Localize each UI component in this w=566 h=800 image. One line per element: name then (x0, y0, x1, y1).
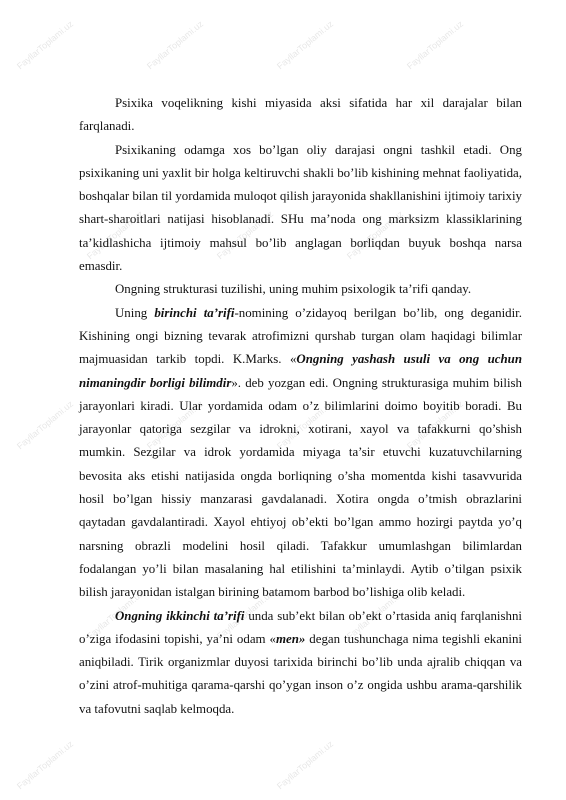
watermark-text: FayllarToplami.uz (144, 18, 206, 72)
watermark-text: FayllarToplami.uz (344, 588, 406, 642)
emphasis-second-definition: Ongning ikkinchi ta’rifi (115, 608, 245, 623)
watermark-text: FayllarToplami.uz (214, 588, 276, 642)
emphasis-first-definition: birinchi ta’rifi (154, 305, 235, 320)
watermark-text: FayllarToplami.uz (404, 398, 466, 452)
watermark-text: FayllarToplami.uz (84, 588, 146, 642)
watermark-text: FayllarToplami.uz (84, 208, 146, 262)
paragraph (79, 302, 522, 605)
paragraph-text: Psixika voqelikning kishi miyasida aksi sifatida har xil darajalar bilan farqlanadi. (79, 96, 522, 134)
watermark-text: FayllarToplami.uz (404, 18, 466, 72)
paragraph-text: -nomining o’zidayoq berilgan bo’lib, ong deganidir. Kishining ongi bizning tevarak atrofimizni qurshab turgan olam haqidagi bilimlar majmuasidan tarkib topdi. K.Marks. « (79, 305, 522, 367)
watermark-text: FayllarToplami.uz (14, 18, 76, 72)
watermark-text: FayllarToplami.uz (274, 738, 336, 792)
paragraph-text: unda sub’ekt bilan ob’ekt o’rtasida aniq farqlanishni o’ziga ifodasini topishi, ya’ni odam « (79, 608, 522, 646)
paragraph-text: degan tushunchaga nima tegishli ekanini aniqbiladi. Tirik organizmlar duyosi tarixida birinchi bo’lib unda ajralib chiqqan va o’zini atrof-muhitiga qarama-qarshi qo’ygan inson o’z ongida ushbu arama-qarshilik va tafovutni saqlab kelmoqda. (79, 631, 523, 716)
paragraph-text: Psixikaning odamga xos bo’lgan oliy darajasi ongni tashkil etadi. Ong psixikaning uni yaxlit bir holga keltiruvchi shakli bo’lib kishining mehnat faoliyatida, boshqalar bilan til yordamida muloqot qilish jarayonida shakllanishini ijtimoiy tarixiy shart-sharoitlari natijasi hisoblanadi. SHu ma’noda ong marksizm klassiklarining ta’kidlashicha ijtimoiy mahsul bo’lib anglagan borliqdan buyuk boshqa narsa emasdir. (79, 142, 522, 274)
paragraph-text: Ongning strukturasi tuzilishi, uning muhim psixologik ta’rifi qanday. (115, 282, 472, 297)
watermark-text: FayllarToplami.uz (274, 18, 336, 72)
watermark-text: FayllarToplami.uz (344, 208, 406, 262)
watermark-text: FayllarToplami.uz (274, 398, 336, 452)
paragraph (79, 605, 522, 721)
paragraph (79, 139, 522, 279)
watermark-text: FayllarToplami.uz (214, 208, 276, 262)
paragraph-question (79, 278, 522, 301)
paragraph-text: ». deb yozgan edi. Ongning strukturasiga muhim bilish jarayonlari kiradi. Ular yordamida odam o’z bilimlarini doimo boyitib boradi. Bu jarayonlar qatoriga sezgilar va idrokni, xotirani, xayol va tafakkurni qo’shish mumkin. Sezgilar va idrok yordamida miyaga ta’sir etuvchi kuzatuvchilarning bevosita aks etishi natijasida ongda borliqning o’sha momentda kishi tasavvurida hosil bo’lgan hissiy manzarasi gavdalanadi. Xotira ongda o’tmish obrazlarini qaytadan gavdalantiradi. Xayol ehtiyoj ob’ekti bo’lgan ammo hozirgi paytda yo’q narsning obrazli modelini hosil qiladi. Tafakkur umumlashgan bilimlardan fodalangan yo’li bilan masalaning hal etilishini ta’minlaydi. Aytib o’tilgan psixik bilish jarayonidan istalgan birining batamom barbod bo’lishiga olib keladi. (79, 375, 522, 600)
document-body (79, 92, 522, 721)
watermark-text: FayllarToplami.uz (14, 398, 76, 452)
emphasis-marx-quote: Ongning yashash usuli va ong uchun nimaningdir borligi bilimdir (79, 352, 522, 390)
paragraph (79, 92, 522, 139)
watermark-text: FayllarToplami.uz (14, 738, 76, 792)
paragraph-text: Uning (115, 305, 155, 320)
emphasis-men: men» (275, 631, 306, 646)
watermark-text: FayllarToplami.uz (144, 398, 206, 452)
